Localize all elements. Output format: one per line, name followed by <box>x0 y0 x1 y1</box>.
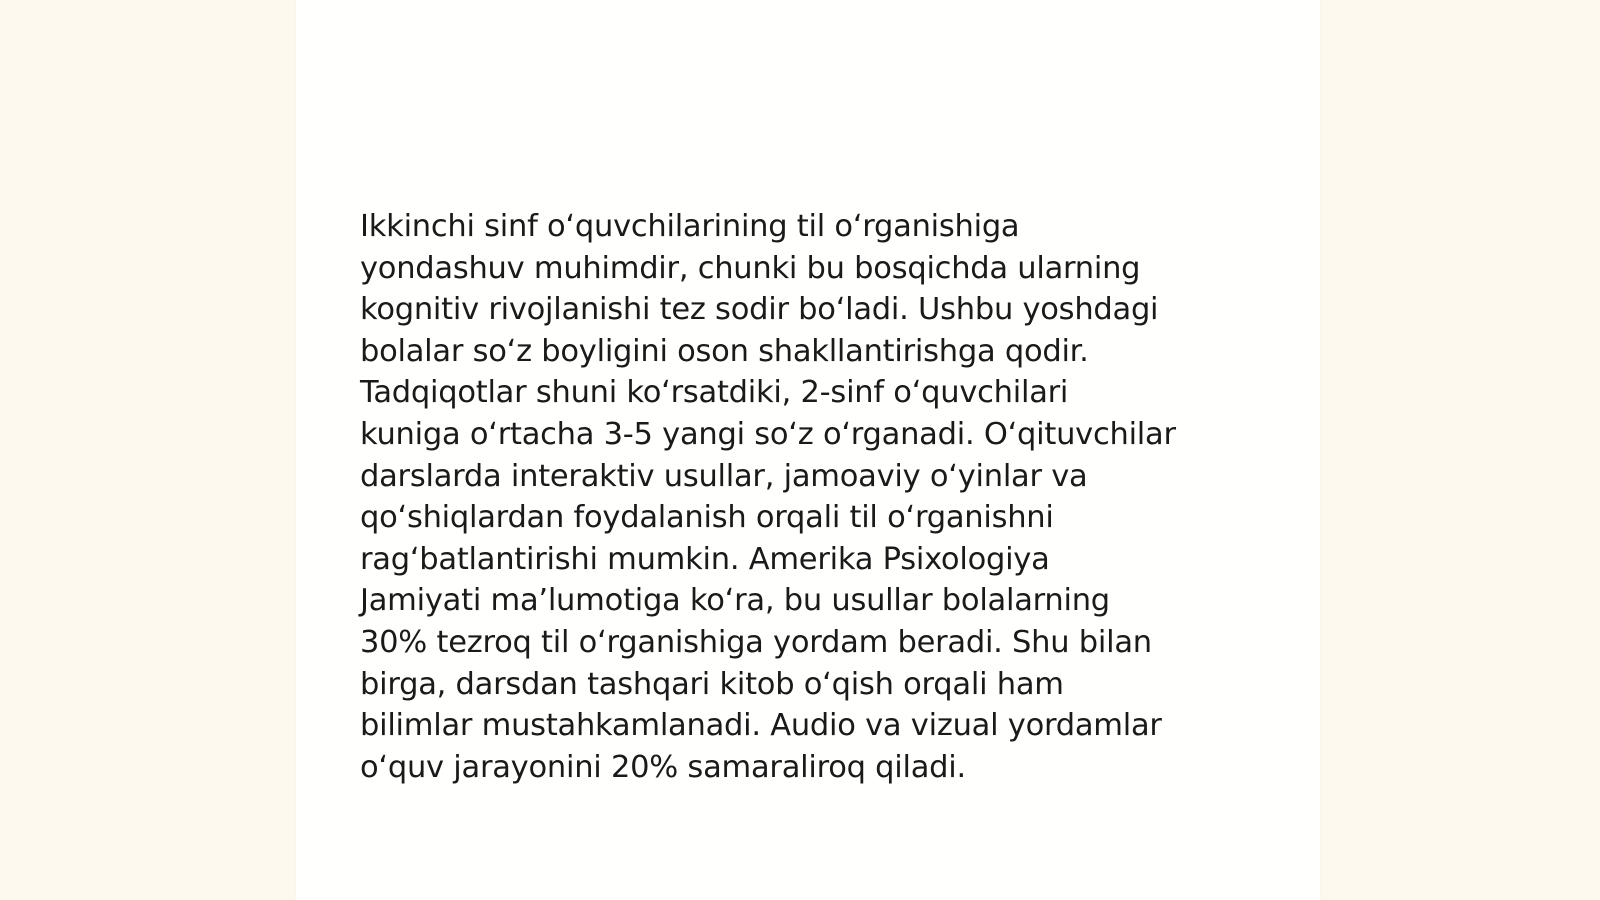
paragraph-line: 30% tezroq til o‘rganishiga yordam beradi. Shu bilan <box>360 624 1152 660</box>
paragraph-line: Tadqiqotlar shuni ko‘rsatdiki, 2-sinf o‘quvchilari <box>360 375 1069 411</box>
paragraph-line: qo‘shiqlardan foydalanish orqali til o‘rganishni <box>360 500 1054 536</box>
paragraph-line: darslarda interaktiv usullar, jamoaviy o‘yinlar va <box>360 458 1088 494</box>
paragraph-line: yondashuv muhimdir, chunki bu bosqichda ularning <box>360 250 1141 286</box>
paragraph-line: Jamiyati ma’lumotiga ko‘ra, bu usullar bolalarning <box>360 583 1110 619</box>
paragraph-line: o‘quv jarayonini 20% samaraliroq qiladi. <box>360 749 966 785</box>
paragraph-line: bilimlar mustahkamlanadi. Audio va vizual yordamlar <box>360 708 1162 744</box>
body-paragraph <box>360 206 1250 788</box>
paragraph-line: birga, darsdan tashqari kitob o‘qish orqali ham <box>360 666 1064 702</box>
paragraph-line: Ikkinchi sinf o‘quvchilarining til o‘rganishiga <box>360 209 1020 244</box>
paragraph-line: rag‘batlantirishi mumkin. Amerika Psixologiya <box>360 541 1050 577</box>
paragraph-line: kognitiv rivojlanishi tez sodir bo‘ladi. Ushbu yoshdagi <box>360 292 1159 328</box>
paragraph-line: kuniga o‘rtacha 3-5 yangi so‘z o‘rganadi. O‘qituvchilar <box>360 416 1176 452</box>
paragraph-line: bolalar so‘z boyligini oson shakllantirishga qodir. <box>360 333 1089 369</box>
document-page <box>296 0 1320 900</box>
